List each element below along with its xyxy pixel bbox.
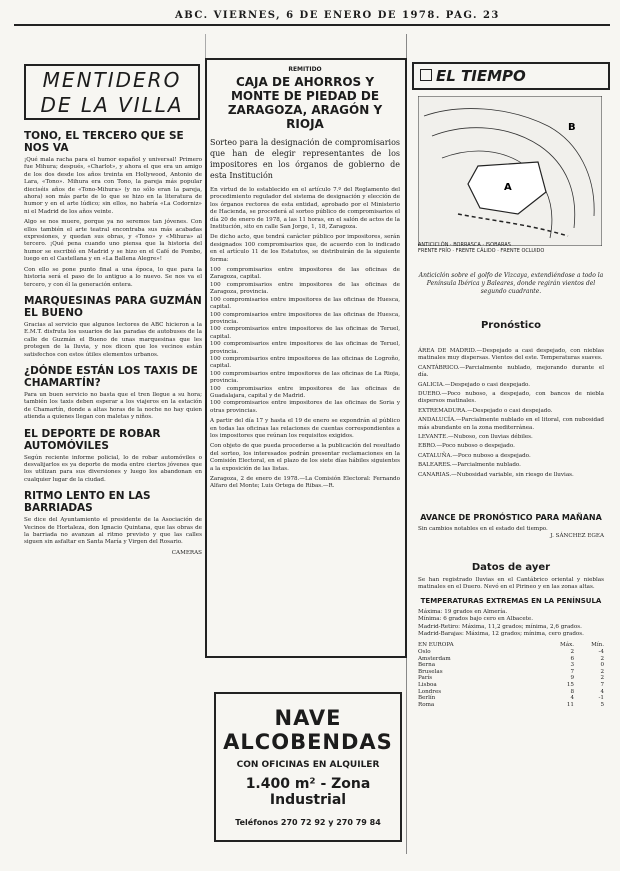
square-icon — [420, 69, 432, 81]
min: 0 — [600, 662, 604, 669]
article-title: EL DEPORTE DE ROBAR AUTOMÓVILES — [24, 427, 161, 452]
article-robar — [24, 428, 202, 485]
article-taxis — [24, 365, 202, 422]
min: 7 — [600, 682, 604, 688]
min: 2 — [600, 668, 604, 675]
datos-title: Datos de ayer — [471, 562, 551, 573]
max: 15 — [566, 682, 574, 688]
europe-temperatures-table — [418, 642, 604, 708]
left-column — [24, 124, 202, 558]
city: Oslo — [418, 649, 431, 656]
avance-text: Sin cambios notables en el estado del tiempo. — [418, 526, 548, 532]
datos-text: Se han registrado lluvias en el Cantábrico oriental y nieblas matinales en el Duero. Nevó en el Pirineo y en las zonas altas. — [418, 577, 604, 591]
article-paragraph: Se dice del Ayuntamiento el presidente de la Asociación de Vecinos de Hortaleza, don Ignacio Quintana, que las obras de la barriada no avanzan al ritmo previsto y que las calles siguen sin asfaltar en Santa María y Virgen del Rosario. — [24, 517, 202, 546]
map-legend: ANTICICLÓN · BORRASCA · ISOBARAS FRENTE FRÍO · FRENTE CÁLIDO · FRENTE OCLUIDO — [418, 242, 545, 255]
ad-title: NAVE — [274, 706, 342, 730]
list-item: 100 compromisarios entre impositores de las oficinas de Teruel, capital. — [210, 326, 400, 340]
forecast-item: EBRO.—Poco nuboso o despejado. — [418, 443, 515, 450]
forecast-item: CATALUÑA.—Poco nuboso a despejado. — [418, 452, 531, 459]
list-item: 100 compromisarios entre impositores de las oficinas de Huesca, capital. — [210, 296, 400, 311]
ad-phones: Teléfonos 270 72 92 y 270 79 84 — [235, 818, 381, 827]
remitido-label: REMITIDO — [288, 66, 322, 73]
middle-column — [210, 62, 400, 494]
list-item: 100 compromisarios entre impositores de las oficinas de La Rioja, provincia. — [210, 370, 400, 385]
table-row — [418, 682, 604, 689]
list-item: 100 compromisarios entre impositores de las oficinas de Teruel, provincia. — [210, 341, 400, 355]
notice-paragraph: A partir del día 17 y hasta el 19 de enero se expondrán al público en todas las oficinas las relaciones de cuentas correspondientes a los impositores que reúnan los requisitos exigidos. — [210, 418, 400, 439]
legend-item: ISOBARAS — [485, 242, 511, 248]
legend-item: FRENTE OCLUIDO — [500, 248, 545, 255]
weather-title: EL TIEMPO — [436, 67, 526, 85]
max: 6 — [570, 655, 574, 662]
list-item: 100 compromisarios entre impositores de las oficinas de Guadalajara, capital y de Madrid. — [210, 385, 400, 399]
article-paragraph: Para un buen servicio no basta que el tren llegue a su hora; también los taxis deben esperar a los viajeros en la estación de Chamartín, donde a altas horas de la noche no hay quien atienda a quienes llegan con maletas y niños. — [24, 391, 202, 421]
city: Bruselas — [418, 668, 443, 675]
temperature-line: Madrid-Retiro: Máxima, 11,2 grados; mínima, 2,6 grados. — [418, 623, 582, 630]
table-row — [418, 662, 604, 669]
max: 9 — [570, 675, 574, 682]
table-row — [418, 675, 604, 682]
low-pressure-mark: B — [568, 122, 576, 133]
list-item: 100 compromisarios entre impositores de las oficinas de Zaragoza, provincia. — [210, 281, 400, 296]
map-caption: Anticiclón sobre el golfo de Vizcaya, extendiéndose a todo la Península Ibérica y Baleares, donde regirán vientos del segundo cuadrante. — [418, 272, 604, 295]
city: Roma — [418, 701, 435, 708]
list-item: 100 compromisarios entre impositores de las oficinas de Logroño, capital. — [210, 355, 400, 370]
max: 4 — [570, 695, 574, 702]
table-row — [418, 695, 604, 702]
article-paragraph: Algo se nos muere, porque ya no seremos tan jóvenes. Con ellos también el arte teatral encontraba sus más acabadas expresiones, y quedan sus obras, y «Tono» y «Mihura» al tercero. ¡Qué pena cuando uno piensa que la historia del humor se escribió en Madrid y se hizo en el Café de Pombo, luego en el Castellana y en «La Ballena Alegre»! — [24, 219, 202, 263]
notice-date: Zaragoza, 2 de enero de 1978.—La Comisión Electoral: Fernando Alfaro del Monte; Luis Ortega de Ribas.—R. — [210, 476, 400, 490]
legend-item: FRENTE CÁLIDO — [455, 248, 496, 255]
notice-headline: CAJA DE AHORROS Y MONTE DE PIEDAD DE ZARAGOZA, ARAGÓN Y RIOJA — [227, 75, 383, 131]
table-row — [418, 669, 604, 676]
table-header: EN EUROPA — [418, 642, 454, 649]
forecast-item: CANTÁBRICO.—Parcialmente nublado, mejorando durante el día. — [418, 364, 604, 379]
forecast-item: EXTREMADURA.—Despejado o casi despejado. — [418, 407, 553, 414]
anticyclone-mark: A — [504, 182, 512, 193]
max: 2 — [570, 649, 574, 656]
city: Lisboa — [418, 682, 437, 688]
masthead-line1: MENTIDERO — [42, 68, 182, 92]
article-title: TONO, EL TERCERO QUE SE NOS VA — [24, 130, 184, 154]
temperatures-title: TEMPERATURAS EXTREMAS EN LA PENÍNSULA — [420, 596, 602, 605]
table-row — [418, 656, 604, 663]
forecast-item: BALEARES.—Parcialmente nublado. — [418, 462, 521, 469]
ad-offices: CON OFICINAS EN ALQUILER — [236, 760, 380, 770]
city: Berlín — [418, 695, 436, 702]
city: Amsterdam — [418, 655, 451, 662]
notice-lead: Sorteo para la designación de compromisarios que han de elegir representantes de los impositores en los órganos de gobierno de esta Institución — [210, 138, 400, 180]
table-header: Mín. — [591, 642, 604, 649]
max: 8 — [570, 688, 574, 695]
masthead-line2: DE LA VILLA — [40, 93, 184, 117]
table-row — [418, 649, 604, 656]
article-paragraph: Gracias al servicio que algunos lectores de ABC hicieron a la E.M.T. disfruta los usuarios de las paradas de autobuses de la calle de Guzmán el Bueno de unas marquesinas que les protegen de la lluvia, y nos dicen que los vecinos están satisfechos con estos útiles elementos urbanos. — [24, 321, 202, 358]
list-item: 100 compromisarios entre impositores de las oficinas de Zaragoza, capital. — [210, 267, 400, 281]
list-item: 100 compromisarios entre impositores de las oficinas de Soria y otras provincias. — [210, 400, 400, 414]
city: París — [418, 675, 433, 682]
weather-header — [412, 62, 610, 90]
avance-section — [418, 512, 604, 541]
article-title: ¿DÓNDE ESTÁN LOS TAXIS DE CHAMARTÍN? — [24, 364, 198, 389]
weather-map — [418, 96, 602, 246]
temperature-line: Mínima: 6 grados bajo cero en Albacete. — [418, 616, 534, 623]
min: 2 — [600, 675, 604, 682]
article-paragraph: ¡Qué mala racha para el humor español y universal! Primero fue Mihura; después, «Charlot», y ahora el que era un amigo de los dos desde los años treinta en Hollywood, Antonio de Lara, «Tono». Mihura era con Tono, la pareja más popular dieciséis años de «Tono-Mihura» (y no sólo eran la pareja, ahora) son más parte de lo que se hizo en la literatura de humor y en el arte lúdico; sin ellos, no habría «La Codorniz» ni el Madrid de los años veinte. — [24, 157, 202, 215]
min: 5 — [600, 701, 604, 708]
compromisarios-list — [210, 267, 400, 415]
ad-location: ALCOBENDAS — [223, 730, 393, 754]
forecast-item: GALICIA.—Despejado o casi despejado. — [418, 381, 531, 388]
article-title: RITMO LENTO EN LAS BARRIADAS — [24, 490, 151, 515]
forecast-item: CANARIAS.—Nubosidad variable, sin riesgo de lluvias. — [418, 471, 574, 478]
article-tono — [24, 130, 202, 289]
max: 3 — [570, 662, 574, 669]
article-paragraph: Con ello se pone punto final a una época, lo que para la historia será el paso de lo antiguo a lo nuevo. Se nos va el tercero, y con él la generación entera. — [24, 266, 202, 288]
min: -1 — [598, 695, 604, 702]
section-masthead — [24, 64, 200, 120]
forecast-list — [418, 348, 604, 481]
forecast-item: DUERO.—Poco nuboso, a despejado, con bancos de niebla dispersos matinales. — [418, 391, 604, 405]
notice-paragraph: Con objeto de que pueda procederse a la publicación del resultado del sorteo, los interesados podrán presentar reclamaciones en la Comisión Electoral, en el plazo de los siete días hábiles siguientes a la exposición de las listas. — [210, 443, 400, 472]
temperature-line: Máxima: 19 grados en Almería. — [418, 608, 508, 615]
page-header: ABC. VIERNES, 6 DE ENERO DE 1978. PAG. 23 — [175, 10, 500, 21]
article-paragraph: Según reciente informe policial, lo de robar automóviles o desvalijarlos es ya deporte de moda entre ciertos jóvenes que los utilizan para sus diversiones y luego los abandonan en cualquier lugar de la ciudad. — [24, 454, 202, 483]
max: 11 — [566, 701, 574, 708]
notice-paragraph: En virtud de lo establecido en el artículo 7.º del Reglamento del procedimiento regulador del sistema de designación y elección de los órganos rectores de esta entidad, aprobado por el Ministerio de Hacienda, se procederá al sorteo público de compromisarios el día 20 de enero de 1978, a las 11 horas, en el salón de actos de la Institución, sito en calle San Jorge, 1, 18, Zaragoza. — [210, 187, 400, 231]
max: 7 — [570, 668, 574, 675]
legend-item: FRENTE FRÍO — [418, 248, 451, 255]
header-rule — [14, 24, 610, 26]
min: 4 — [600, 688, 604, 695]
nave-advertisement — [214, 692, 402, 842]
min: -4 — [598, 649, 604, 656]
temperature-line: Madrid-Barajas: Máxima, 12 grados; mínima, cero grados. — [418, 631, 584, 638]
article-title: MARQUESINAS PARA GUZMÁN EL BUENO — [24, 294, 202, 319]
min: 2 — [600, 655, 604, 662]
table-row — [418, 689, 604, 696]
forecast-title: Pronóstico — [480, 320, 542, 331]
forecast-item: ANDALUCÍA.—Parcialmente nublado en el litoral, con nubosidad más abundante en la zona mediterránea. — [418, 417, 604, 431]
ad-size: 1.400 m² - Zona Industrial — [245, 776, 371, 808]
article-signature: CAMERAS — [171, 549, 202, 556]
legend-item: BORRASCA — [453, 242, 481, 248]
table-row — [418, 702, 604, 709]
legend-item: ANTICICLÓN — [418, 242, 449, 248]
forecast-item: ÁREA DE MADRID.—Despejado a casi despejado, con nieblas matinales muy dispersas. Vientos del este. Temperaturas suaves. — [418, 348, 604, 362]
table-header: Máx. — [560, 642, 574, 649]
table-header-row — [418, 642, 604, 649]
article-ritmo — [24, 490, 202, 556]
article-marquesinas — [24, 295, 202, 359]
notice-paragraph: De dicho acto, que tendrá carácter público por impositores, serán designados 100 compromisarios que, de acuerdo con lo indicado en el artículo 11 de los Estatutos, se distribuirán de la siguiente forma: — [210, 234, 400, 263]
datos-section — [418, 558, 604, 708]
city: Londres — [418, 688, 442, 695]
city: Berna — [418, 662, 436, 669]
avance-signature: J. SÁNCHEZ EGEA — [550, 533, 604, 540]
forecast-item: LEVANTE.—Nuboso, con lluvias débiles. — [418, 434, 533, 441]
avance-title: AVANCE DE PRONÓSTICO PARA MAÑANA — [420, 513, 602, 522]
list-item: 100 compromisarios entre impositores de las oficinas de Huesca, provincia. — [210, 311, 400, 325]
